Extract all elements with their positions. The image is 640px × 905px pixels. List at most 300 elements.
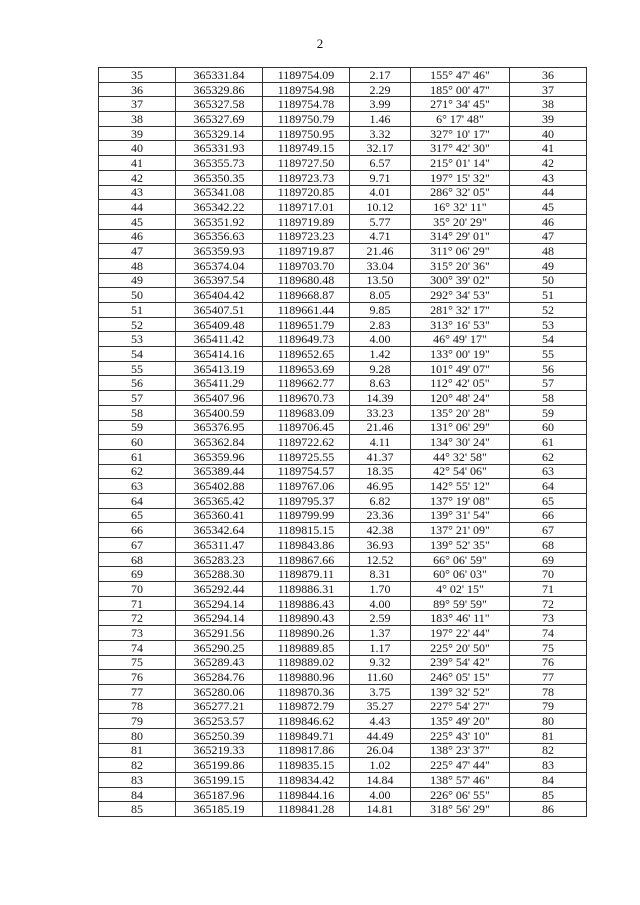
table-row: [99, 714, 587, 729]
distance-cell: 3.99: [350, 97, 411, 112]
y-coordinate-cell: 1189653.69: [263, 361, 350, 376]
next-point-cell: 67: [510, 523, 587, 538]
table-row: [99, 523, 587, 538]
bearing-cell: 300° 39' 02": [411, 273, 510, 288]
next-point-cell: 62: [510, 449, 587, 464]
point-number-cell: 53: [99, 332, 176, 347]
x-coordinate-cell: 365350.35: [176, 170, 263, 185]
bearing-cell: 311° 06' 29": [411, 244, 510, 259]
distance-cell: 8.05: [350, 288, 411, 303]
bearing-cell: 6° 17' 48": [411, 112, 510, 127]
distance-cell: 9.28: [350, 361, 411, 376]
distance-cell: 41.37: [350, 449, 411, 464]
y-coordinate-cell: 1189649.73: [263, 332, 350, 347]
table-row: [99, 684, 587, 699]
x-coordinate-cell: 365414.16: [176, 347, 263, 362]
bearing-cell: 286° 32' 05": [411, 185, 510, 200]
y-coordinate-cell: 1189886.31: [263, 582, 350, 597]
y-coordinate-cell: 1189750.79: [263, 112, 350, 127]
next-point-cell: 79: [510, 699, 587, 714]
y-coordinate-cell: 1189651.79: [263, 317, 350, 332]
next-point-cell: 45: [510, 200, 587, 215]
y-coordinate-cell: 1189706.45: [263, 420, 350, 435]
x-coordinate-cell: 365284.76: [176, 670, 263, 685]
next-point-cell: 82: [510, 743, 587, 758]
table-row: [99, 376, 587, 391]
distance-cell: 18.35: [350, 464, 411, 479]
x-coordinate-cell: 365294.14: [176, 596, 263, 611]
y-coordinate-cell: 1189879.11: [263, 567, 350, 582]
next-point-cell: 44: [510, 185, 587, 200]
next-point-cell: 84: [510, 773, 587, 788]
x-coordinate-cell: 365402.88: [176, 479, 263, 494]
next-point-cell: 53: [510, 317, 587, 332]
y-coordinate-cell: 1189843.86: [263, 538, 350, 553]
distance-cell: 13.50: [350, 273, 411, 288]
point-number-cell: 68: [99, 552, 176, 567]
table-row: [99, 214, 587, 229]
bearing-cell: 315° 20' 36": [411, 258, 510, 273]
bearing-cell: 44° 32' 58": [411, 449, 510, 464]
point-number-cell: 42: [99, 170, 176, 185]
distance-cell: 4.11: [350, 435, 411, 450]
distance-cell: 14.81: [350, 802, 411, 817]
table-row: [99, 787, 587, 802]
distance-cell: 12.52: [350, 552, 411, 567]
x-coordinate-cell: 365359.93: [176, 244, 263, 259]
bearing-cell: 112° 42' 05": [411, 376, 510, 391]
point-number-cell: 41: [99, 156, 176, 171]
next-point-cell: 61: [510, 435, 587, 450]
bearing-cell: 246° 05' 15": [411, 670, 510, 685]
point-number-cell: 85: [99, 802, 176, 817]
table-row: [99, 303, 587, 318]
x-coordinate-cell: 365362.84: [176, 435, 263, 450]
x-coordinate-cell: 365411.42: [176, 332, 263, 347]
bearing-cell: 227° 54' 27": [411, 699, 510, 714]
table-row: [99, 449, 587, 464]
bearing-cell: 4° 02' 15": [411, 582, 510, 597]
y-coordinate-cell: 1189844.16: [263, 787, 350, 802]
table-row: [99, 435, 587, 450]
y-coordinate-cell: 1189880.96: [263, 670, 350, 685]
next-point-cell: 86: [510, 802, 587, 817]
point-number-cell: 46: [99, 229, 176, 244]
bearing-cell: 142° 55' 12": [411, 479, 510, 494]
distance-cell: 4.71: [350, 229, 411, 244]
y-coordinate-cell: 1189727.50: [263, 156, 350, 171]
point-number-cell: 52: [99, 317, 176, 332]
distance-cell: 2.29: [350, 82, 411, 97]
next-point-cell: 73: [510, 611, 587, 626]
point-number-cell: 66: [99, 523, 176, 538]
y-coordinate-cell: 1189703.70: [263, 258, 350, 273]
next-point-cell: 43: [510, 170, 587, 185]
distance-cell: 1.02: [350, 758, 411, 773]
x-coordinate-cell: 365277.21: [176, 699, 263, 714]
x-coordinate-cell: 365365.42: [176, 493, 263, 508]
table-row: [99, 126, 587, 141]
next-point-cell: 56: [510, 361, 587, 376]
next-point-cell: 70: [510, 567, 587, 582]
bearing-cell: 139° 52' 35": [411, 538, 510, 553]
table-row: [99, 802, 587, 817]
point-number-cell: 44: [99, 200, 176, 215]
distance-cell: 33.23: [350, 405, 411, 420]
y-coordinate-cell: 1189817.86: [263, 743, 350, 758]
y-coordinate-cell: 1189661.44: [263, 303, 350, 318]
x-coordinate-cell: 365294.14: [176, 611, 263, 626]
next-point-cell: 50: [510, 273, 587, 288]
next-point-cell: 64: [510, 479, 587, 494]
point-number-cell: 62: [99, 464, 176, 479]
x-coordinate-cell: 365327.69: [176, 112, 263, 127]
next-point-cell: 68: [510, 538, 587, 553]
table-row: [99, 391, 587, 406]
table-row: [99, 611, 587, 626]
next-point-cell: 69: [510, 552, 587, 567]
bearing-cell: 225° 47' 44": [411, 758, 510, 773]
distance-cell: 11.60: [350, 670, 411, 685]
next-point-cell: 42: [510, 156, 587, 171]
table-row: [99, 170, 587, 185]
table-row: [99, 258, 587, 273]
table-row: [99, 288, 587, 303]
bearing-cell: 271° 34' 45": [411, 97, 510, 112]
next-point-cell: 57: [510, 376, 587, 391]
table-row: [99, 538, 587, 553]
distance-cell: 46.95: [350, 479, 411, 494]
bearing-cell: 135° 49' 20": [411, 714, 510, 729]
distance-cell: 44.49: [350, 728, 411, 743]
point-number-cell: 78: [99, 699, 176, 714]
point-number-cell: 60: [99, 435, 176, 450]
y-coordinate-cell: 1189754.09: [263, 68, 350, 83]
x-coordinate-cell: 365283.23: [176, 552, 263, 567]
distance-cell: 26.04: [350, 743, 411, 758]
distance-cell: 23.36: [350, 508, 411, 523]
distance-cell: 9.32: [350, 655, 411, 670]
next-point-cell: 66: [510, 508, 587, 523]
point-number-cell: 65: [99, 508, 176, 523]
x-coordinate-cell: 365187.96: [176, 787, 263, 802]
table-row: [99, 332, 587, 347]
y-coordinate-cell: 1189890.43: [263, 611, 350, 626]
y-coordinate-cell: 1189841.28: [263, 802, 350, 817]
coordinates-table: [98, 67, 587, 817]
distance-cell: 2.17: [350, 68, 411, 83]
y-coordinate-cell: 1189886.43: [263, 596, 350, 611]
bearing-cell: 292° 34' 53": [411, 288, 510, 303]
point-number-cell: 58: [99, 405, 176, 420]
distance-cell: 2.59: [350, 611, 411, 626]
x-coordinate-cell: 365374.04: [176, 258, 263, 273]
point-number-cell: 35: [99, 68, 176, 83]
y-coordinate-cell: 1189750.95: [263, 126, 350, 141]
y-coordinate-cell: 1189723.23: [263, 229, 350, 244]
table-row: [99, 317, 587, 332]
next-point-cell: 40: [510, 126, 587, 141]
bearing-cell: 89° 59' 59": [411, 596, 510, 611]
bearing-cell: 139° 31' 54": [411, 508, 510, 523]
bearing-cell: 225° 43' 10": [411, 728, 510, 743]
y-coordinate-cell: 1189719.89: [263, 214, 350, 229]
bearing-cell: 131° 06' 29": [411, 420, 510, 435]
table-row: [99, 347, 587, 362]
distance-cell: 33.04: [350, 258, 411, 273]
point-number-cell: 69: [99, 567, 176, 582]
table-row: [99, 640, 587, 655]
y-coordinate-cell: 1189722.62: [263, 435, 350, 450]
distance-cell: 2.83: [350, 317, 411, 332]
distance-cell: 1.42: [350, 347, 411, 362]
bearing-cell: 226° 06' 55": [411, 787, 510, 802]
next-point-cell: 55: [510, 347, 587, 362]
point-number-cell: 83: [99, 773, 176, 788]
next-point-cell: 47: [510, 229, 587, 244]
bearing-cell: 101° 49' 07": [411, 361, 510, 376]
y-coordinate-cell: 1189834.42: [263, 773, 350, 788]
point-number-cell: 64: [99, 493, 176, 508]
table-row: [99, 361, 587, 376]
table-row: [99, 156, 587, 171]
x-coordinate-cell: 365407.96: [176, 391, 263, 406]
y-coordinate-cell: 1189754.57: [263, 464, 350, 479]
point-number-cell: 67: [99, 538, 176, 553]
x-coordinate-cell: 365397.54: [176, 273, 263, 288]
bearing-cell: 135° 20' 28": [411, 405, 510, 420]
x-coordinate-cell: 365351.92: [176, 214, 263, 229]
bearing-cell: 225° 20' 50": [411, 640, 510, 655]
next-point-cell: 76: [510, 655, 587, 670]
table-row: [99, 479, 587, 494]
distance-cell: 6.57: [350, 156, 411, 171]
point-number-cell: 81: [99, 743, 176, 758]
distance-cell: 4.00: [350, 332, 411, 347]
x-coordinate-cell: 365413.19: [176, 361, 263, 376]
x-coordinate-cell: 365411.29: [176, 376, 263, 391]
distance-cell: 8.63: [350, 376, 411, 391]
bearing-cell: 215° 01' 14": [411, 156, 510, 171]
table-row: [99, 508, 587, 523]
bearing-cell: 120° 48' 24": [411, 391, 510, 406]
point-number-cell: 73: [99, 626, 176, 641]
point-number-cell: 39: [99, 126, 176, 141]
y-coordinate-cell: 1189652.65: [263, 347, 350, 362]
distance-cell: 4.01: [350, 185, 411, 200]
bearing-cell: 314° 29' 01": [411, 229, 510, 244]
x-coordinate-cell: 365342.64: [176, 523, 263, 538]
bearing-cell: 313° 16' 53": [411, 317, 510, 332]
x-coordinate-cell: 365331.84: [176, 68, 263, 83]
y-coordinate-cell: 1189767.06: [263, 479, 350, 494]
y-coordinate-cell: 1189815.15: [263, 523, 350, 538]
table-row: [99, 405, 587, 420]
y-coordinate-cell: 1189889.85: [263, 640, 350, 655]
y-coordinate-cell: 1189889.02: [263, 655, 350, 670]
y-coordinate-cell: 1189849.71: [263, 728, 350, 743]
y-coordinate-cell: 1189723.73: [263, 170, 350, 185]
next-point-cell: 58: [510, 391, 587, 406]
y-coordinate-cell: 1189890.26: [263, 626, 350, 641]
bearing-cell: 327° 10' 17": [411, 126, 510, 141]
distance-cell: 6.82: [350, 493, 411, 508]
distance-cell: 4.00: [350, 596, 411, 611]
table-row: [99, 141, 587, 156]
bearing-cell: 35° 20' 29": [411, 214, 510, 229]
y-coordinate-cell: 1189668.87: [263, 288, 350, 303]
bearing-cell: 139° 32' 52": [411, 684, 510, 699]
y-coordinate-cell: 1189683.09: [263, 405, 350, 420]
bearing-cell: 134° 30' 24": [411, 435, 510, 450]
next-point-cell: 49: [510, 258, 587, 273]
table-row: [99, 582, 587, 597]
table-row: [99, 464, 587, 479]
bearing-cell: 281° 32' 17": [411, 303, 510, 318]
distance-cell: 3.32: [350, 126, 411, 141]
next-point-cell: 60: [510, 420, 587, 435]
bearing-cell: 138° 57' 46": [411, 773, 510, 788]
distance-cell: 3.75: [350, 684, 411, 699]
distance-cell: 1.17: [350, 640, 411, 655]
x-coordinate-cell: 365409.48: [176, 317, 263, 332]
table-row: [99, 200, 587, 215]
point-number-cell: 49: [99, 273, 176, 288]
x-coordinate-cell: 365356.63: [176, 229, 263, 244]
distance-cell: 35.27: [350, 699, 411, 714]
x-coordinate-cell: 365280.06: [176, 684, 263, 699]
x-coordinate-cell: 365185.19: [176, 802, 263, 817]
y-coordinate-cell: 1189846.62: [263, 714, 350, 729]
next-point-cell: 85: [510, 787, 587, 802]
table-row: [99, 773, 587, 788]
bearing-cell: 46° 49' 17": [411, 332, 510, 347]
x-coordinate-cell: 365404.42: [176, 288, 263, 303]
table-row: [99, 244, 587, 259]
next-point-cell: 81: [510, 728, 587, 743]
x-coordinate-cell: 365407.51: [176, 303, 263, 318]
point-number-cell: 45: [99, 214, 176, 229]
point-number-cell: 38: [99, 112, 176, 127]
table-row: [99, 82, 587, 97]
next-point-cell: 77: [510, 670, 587, 685]
x-coordinate-cell: 365253.57: [176, 714, 263, 729]
point-number-cell: 72: [99, 611, 176, 626]
point-number-cell: 80: [99, 728, 176, 743]
bearing-cell: 317° 42' 30": [411, 141, 510, 156]
x-coordinate-cell: 365360.41: [176, 508, 263, 523]
table-row: [99, 552, 587, 567]
bearing-cell: 197° 22' 44": [411, 626, 510, 641]
bearing-cell: 185° 00' 47": [411, 82, 510, 97]
x-coordinate-cell: 365355.73: [176, 156, 263, 171]
x-coordinate-cell: 365311.47: [176, 538, 263, 553]
table-row: [99, 626, 587, 641]
point-number-cell: 75: [99, 655, 176, 670]
distance-cell: 21.46: [350, 244, 411, 259]
next-point-cell: 78: [510, 684, 587, 699]
bearing-cell: 133° 00' 19": [411, 347, 510, 362]
bearing-cell: 66° 06' 59": [411, 552, 510, 567]
distance-cell: 1.46: [350, 112, 411, 127]
distance-cell: 8.31: [350, 567, 411, 582]
next-point-cell: 63: [510, 464, 587, 479]
point-number-cell: 56: [99, 376, 176, 391]
x-coordinate-cell: 365199.15: [176, 773, 263, 788]
distance-cell: 10.12: [350, 200, 411, 215]
x-coordinate-cell: 365329.14: [176, 126, 263, 141]
distance-cell: 42.38: [350, 523, 411, 538]
point-number-cell: 48: [99, 258, 176, 273]
point-number-cell: 37: [99, 97, 176, 112]
table-row: [99, 97, 587, 112]
distance-cell: 1.37: [350, 626, 411, 641]
bearing-cell: 197° 15' 32": [411, 170, 510, 185]
y-coordinate-cell: 1189720.85: [263, 185, 350, 200]
y-coordinate-cell: 1189754.98: [263, 82, 350, 97]
point-number-cell: 59: [99, 420, 176, 435]
table-row: [99, 655, 587, 670]
x-coordinate-cell: 365341.08: [176, 185, 263, 200]
next-point-cell: 65: [510, 493, 587, 508]
y-coordinate-cell: 1189835.15: [263, 758, 350, 773]
y-coordinate-cell: 1189870.36: [263, 684, 350, 699]
table-row: [99, 699, 587, 714]
point-number-cell: 36: [99, 82, 176, 97]
point-number-cell: 54: [99, 347, 176, 362]
table-row: [99, 567, 587, 582]
y-coordinate-cell: 1189680.48: [263, 273, 350, 288]
y-coordinate-cell: 1189799.99: [263, 508, 350, 523]
point-number-cell: 76: [99, 670, 176, 685]
next-point-cell: 74: [510, 626, 587, 641]
next-point-cell: 80: [510, 714, 587, 729]
point-number-cell: 74: [99, 640, 176, 655]
x-coordinate-cell: 365389.44: [176, 464, 263, 479]
table-row: [99, 670, 587, 685]
next-point-cell: 36: [510, 68, 587, 83]
table-row: [99, 758, 587, 773]
point-number-cell: 55: [99, 361, 176, 376]
bearing-cell: 239° 54' 42": [411, 655, 510, 670]
x-coordinate-cell: 365289.43: [176, 655, 263, 670]
bearing-cell: 318° 56' 29": [411, 802, 510, 817]
x-coordinate-cell: 365400.59: [176, 405, 263, 420]
table-row: [99, 185, 587, 200]
y-coordinate-cell: 1189725.55: [263, 449, 350, 464]
page-number: 2: [316, 36, 324, 51]
table-row: [99, 596, 587, 611]
distance-cell: 9.85: [350, 303, 411, 318]
next-point-cell: 59: [510, 405, 587, 420]
point-number-cell: 51: [99, 303, 176, 318]
distance-cell: 21.46: [350, 420, 411, 435]
distance-cell: 5.77: [350, 214, 411, 229]
point-number-cell: 82: [99, 758, 176, 773]
table-row: [99, 493, 587, 508]
x-coordinate-cell: 365250.39: [176, 728, 263, 743]
y-coordinate-cell: 1189754.78: [263, 97, 350, 112]
bearing-cell: 183° 46' 11": [411, 611, 510, 626]
distance-cell: 1.70: [350, 582, 411, 597]
x-coordinate-cell: 365327.58: [176, 97, 263, 112]
y-coordinate-cell: 1189872.79: [263, 699, 350, 714]
distance-cell: 9.71: [350, 170, 411, 185]
bearing-cell: 16° 32' 11": [411, 200, 510, 215]
point-number-cell: 57: [99, 391, 176, 406]
y-coordinate-cell: 1189717.01: [263, 200, 350, 215]
point-number-cell: 70: [99, 582, 176, 597]
